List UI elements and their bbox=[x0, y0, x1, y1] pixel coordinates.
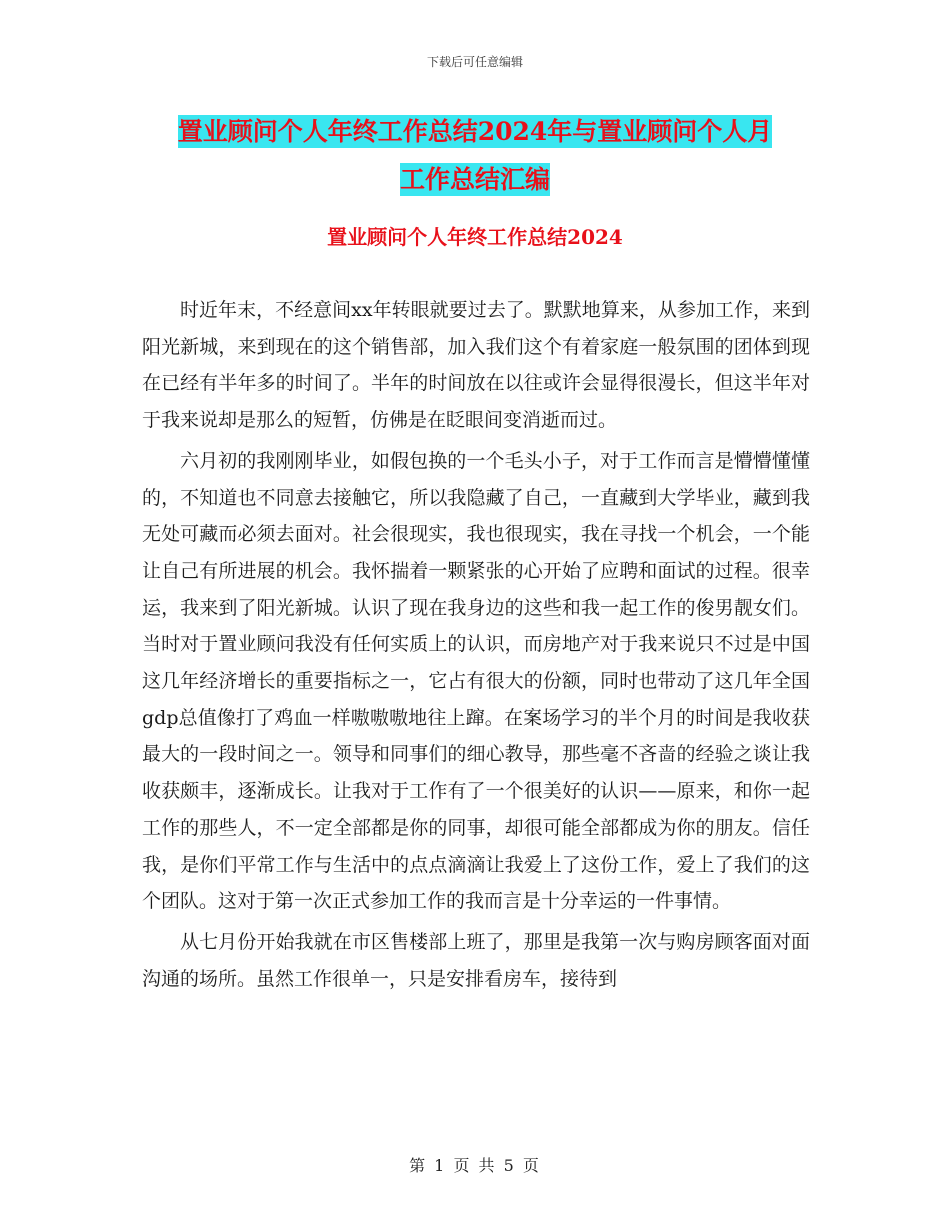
document-title-line-1 bbox=[0, 108, 950, 156]
paragraph: 从七月份开始我就在市区售楼部上班了，那里是我第一次与购房顾客面对面沟通的场所。虽然工作很单一，只是安排看房车，接待到 bbox=[142, 930, 810, 990]
title-highlight-1: 置业顾问个人年终工作总结2024年与置业顾问个人月 bbox=[177, 117, 773, 146]
section-title: 置业顾问个人年终工作总结2024 bbox=[327, 225, 623, 249]
paragraph: 六月初的我刚刚毕业，如假包换的一个毛头小子，对于工作而言是懵懵懂懂的，不知道也不同意去接触它，所以我隐藏了自己，一直藏到大学毕业，藏到我无处可藏而必须去面对。社会很现实，我也很现实，我在寻找一个机会，一个能让自己有所进展的机会。我怀揣着一颗紧张的心开始了应聘和面试的过程。很幸运，我来到了阳光新城。认识了现在我身边的这些和我一起工作的俊男靓女们。当时对于置业顾问我没有任何实质上的认识，而房地产对于我来说只不过是中国这几年经济增长的重要指标之一，它占有很大的份额，同时也带动了这几年全国gdp总值像打了鸡血一样嗷嗷嗷地往上蹿。在案场学习的半个月的时间是我收获最大的一段时间之一。领导和同事们的细心教导，那些毫不吝啬的经验之谈让我收获颇丰，逐渐成长。让我对于工作有了一个很美好的认识——原来，和你一起工作的那些人，不一定全部都是你的同事，却很可能全部都成为你的朋友。信任我，是你们平常工作与生活中的点点滴滴让我爱上了这份工作，爱上了我们的这个团队。这对于第一次正式参加工作的我而言是十分幸运的一件事情。 bbox=[142, 449, 810, 913]
paragraph: 时近年末，不经意间xx年转眼就要过去了。默默地算来，从参加工作，来到阳光新城，来到现在的这个销售部，加入我们这个有着家庭一般氛围的团体到现在已经有半年多的时间了。半年的时间放在以往或许会显得很漫长，但这半年对于我来说却是那么的短暂，仿佛是在眨眼间变消逝而过。 bbox=[142, 299, 810, 432]
header-note: 下载后可任意编辑 bbox=[426, 55, 523, 69]
title-highlight-2: 工作总结汇编 bbox=[399, 165, 550, 194]
page-number-footer: 第 1 页 共 5 页 bbox=[409, 1156, 541, 1175]
document-title-line-2 bbox=[0, 156, 950, 204]
document-title bbox=[0, 108, 950, 204]
body-text bbox=[142, 292, 810, 1001]
